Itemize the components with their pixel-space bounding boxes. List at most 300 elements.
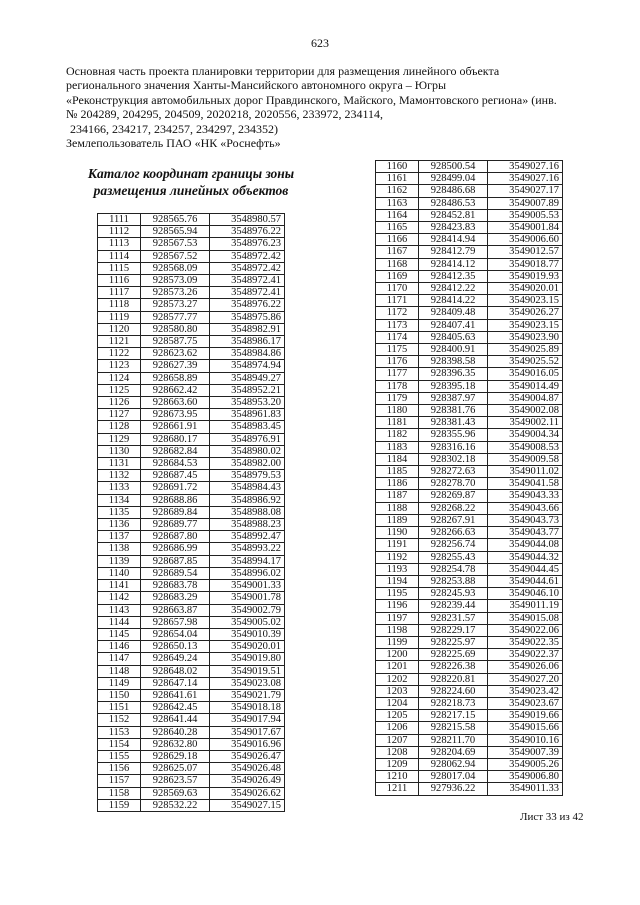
point-number-cell: 1169 bbox=[376, 270, 419, 282]
y-coordinate-cell: 3548988.23 bbox=[210, 519, 285, 531]
y-coordinate-cell: 3549018.77 bbox=[488, 258, 563, 270]
table-row bbox=[376, 758, 563, 770]
point-number-cell: 1132 bbox=[98, 470, 141, 482]
x-coordinate-cell: 928662.42 bbox=[141, 384, 210, 396]
table-row bbox=[98, 336, 285, 348]
x-coordinate-cell: 928452.81 bbox=[419, 209, 488, 221]
table-row bbox=[98, 653, 285, 665]
table-row bbox=[376, 502, 563, 514]
y-coordinate-cell: 3549023.15 bbox=[488, 295, 563, 307]
point-number-cell: 1173 bbox=[376, 319, 419, 331]
y-coordinate-cell: 3549009.58 bbox=[488, 453, 563, 465]
y-coordinate-cell: 3548972.41 bbox=[210, 287, 285, 299]
x-coordinate-cell: 928412.22 bbox=[419, 283, 488, 295]
point-number-cell: 1122 bbox=[98, 348, 141, 360]
y-coordinate-cell: 3549010.39 bbox=[210, 628, 285, 640]
table-row bbox=[376, 161, 563, 173]
x-coordinate-cell: 928673.95 bbox=[141, 409, 210, 421]
y-coordinate-cell: 3549001.33 bbox=[210, 580, 285, 592]
table-row bbox=[98, 287, 285, 299]
point-number-cell: 1120 bbox=[98, 323, 141, 335]
point-number-cell: 1182 bbox=[376, 429, 419, 441]
table-row bbox=[98, 226, 285, 238]
y-coordinate-cell: 3548982.00 bbox=[210, 458, 285, 470]
point-number-cell: 1161 bbox=[376, 173, 419, 185]
y-coordinate-cell: 3549019.93 bbox=[488, 270, 563, 282]
x-coordinate-cell: 928567.53 bbox=[141, 238, 210, 250]
y-coordinate-cell: 3549043.33 bbox=[488, 490, 563, 502]
x-coordinate-cell: 928568.09 bbox=[141, 262, 210, 274]
y-coordinate-cell: 3548993.22 bbox=[210, 543, 285, 555]
table-row bbox=[376, 270, 563, 282]
table-row bbox=[376, 234, 563, 246]
y-coordinate-cell: 3548972.42 bbox=[210, 262, 285, 274]
catalog-title-line: размещения линейных объектов bbox=[93, 182, 289, 198]
y-coordinate-cell: 3548984.86 bbox=[210, 348, 285, 360]
point-number-cell: 1165 bbox=[376, 222, 419, 234]
point-number-cell: 1142 bbox=[98, 592, 141, 604]
catalog-title-line: Каталог координат границы зоны bbox=[87, 166, 295, 181]
point-number-cell: 1130 bbox=[98, 445, 141, 457]
point-number-cell: 1150 bbox=[98, 689, 141, 701]
table-row bbox=[376, 380, 563, 392]
point-number-cell: 1194 bbox=[376, 575, 419, 587]
x-coordinate-cell: 928663.87 bbox=[141, 604, 210, 616]
point-number-cell: 1148 bbox=[98, 665, 141, 677]
x-coordinate-cell: 928688.86 bbox=[141, 494, 210, 506]
y-coordinate-cell: 3548979.53 bbox=[210, 470, 285, 482]
point-number-cell: 1193 bbox=[376, 563, 419, 575]
x-coordinate-cell: 928687.45 bbox=[141, 470, 210, 482]
x-coordinate-cell: 928649.24 bbox=[141, 653, 210, 665]
table-row bbox=[376, 246, 563, 258]
x-coordinate-cell: 928625.07 bbox=[141, 763, 210, 775]
table-row bbox=[98, 592, 285, 604]
point-number-cell: 1198 bbox=[376, 624, 419, 636]
x-coordinate-cell: 928565.76 bbox=[141, 214, 210, 226]
x-coordinate-cell: 928587.75 bbox=[141, 336, 210, 348]
x-coordinate-cell: 928409.48 bbox=[419, 307, 488, 319]
y-coordinate-cell: 3549043.77 bbox=[488, 527, 563, 539]
header-line: 234166, 234217, 234257, 234297, 234352) bbox=[70, 121, 278, 136]
x-coordinate-cell: 928500.54 bbox=[419, 161, 488, 173]
y-coordinate-cell: 3549043.73 bbox=[488, 514, 563, 526]
table-row bbox=[376, 258, 563, 270]
table-row bbox=[376, 685, 563, 697]
x-coordinate-cell: 928689.54 bbox=[141, 567, 210, 579]
point-number-cell: 1211 bbox=[376, 783, 419, 795]
table-row bbox=[376, 612, 563, 624]
y-coordinate-cell: 3549004.34 bbox=[488, 429, 563, 441]
table-row bbox=[376, 722, 563, 734]
y-coordinate-cell: 3549002.79 bbox=[210, 604, 285, 616]
point-number-cell: 1178 bbox=[376, 380, 419, 392]
table-row bbox=[98, 299, 285, 311]
table-row bbox=[98, 628, 285, 640]
point-number-cell: 1147 bbox=[98, 653, 141, 665]
table-row bbox=[98, 750, 285, 762]
x-coordinate-cell: 928658.89 bbox=[141, 372, 210, 384]
point-number-cell: 1155 bbox=[98, 750, 141, 762]
x-coordinate-cell: 928661.91 bbox=[141, 421, 210, 433]
table-row bbox=[98, 555, 285, 567]
table-row bbox=[98, 531, 285, 543]
y-coordinate-cell: 3548952.21 bbox=[210, 384, 285, 396]
point-number-cell: 1196 bbox=[376, 600, 419, 612]
x-coordinate-cell: 928423.83 bbox=[419, 222, 488, 234]
point-number-cell: 1153 bbox=[98, 726, 141, 738]
point-number-cell: 1131 bbox=[98, 458, 141, 470]
x-coordinate-cell: 928316.16 bbox=[419, 441, 488, 453]
y-coordinate-cell: 3548984.43 bbox=[210, 482, 285, 494]
x-coordinate-cell: 928414.94 bbox=[419, 234, 488, 246]
y-coordinate-cell: 3549023.90 bbox=[488, 331, 563, 343]
x-coordinate-cell: 928573.27 bbox=[141, 299, 210, 311]
y-coordinate-cell: 3549020.01 bbox=[488, 283, 563, 295]
table-row bbox=[98, 360, 285, 372]
point-number-cell: 1181 bbox=[376, 417, 419, 429]
y-coordinate-cell: 3549011.33 bbox=[488, 783, 563, 795]
y-coordinate-cell: 3548983.45 bbox=[210, 421, 285, 433]
table-row bbox=[376, 197, 563, 209]
x-coordinate-cell: 928632.80 bbox=[141, 738, 210, 750]
y-coordinate-cell: 3549020.01 bbox=[210, 641, 285, 653]
header-line: Основная часть проекта планировки территории для размещения линейного объекта bbox=[66, 64, 500, 78]
coordinates-table-right bbox=[375, 160, 563, 796]
point-number-cell: 1186 bbox=[376, 478, 419, 490]
table-row bbox=[376, 368, 563, 380]
y-coordinate-cell: 3548986.17 bbox=[210, 336, 285, 348]
y-coordinate-cell: 3548988.08 bbox=[210, 506, 285, 518]
y-coordinate-cell: 3549017.94 bbox=[210, 714, 285, 726]
table-row bbox=[98, 689, 285, 701]
x-coordinate-cell: 928226.38 bbox=[419, 661, 488, 673]
point-number-cell: 1159 bbox=[98, 799, 141, 811]
point-number-cell: 1167 bbox=[376, 246, 419, 258]
point-number-cell: 1188 bbox=[376, 502, 419, 514]
y-coordinate-cell: 3549018.18 bbox=[210, 702, 285, 714]
y-coordinate-cell: 3549027.16 bbox=[488, 173, 563, 185]
x-coordinate-cell: 928398.58 bbox=[419, 356, 488, 368]
point-number-cell: 1152 bbox=[98, 714, 141, 726]
point-number-cell: 1133 bbox=[98, 482, 141, 494]
x-coordinate-cell: 928683.29 bbox=[141, 592, 210, 604]
y-coordinate-cell: 3549015.08 bbox=[488, 612, 563, 624]
y-coordinate-cell: 3548949.27 bbox=[210, 372, 285, 384]
x-coordinate-cell: 928642.45 bbox=[141, 702, 210, 714]
x-coordinate-cell: 928225.69 bbox=[419, 649, 488, 661]
x-coordinate-cell: 928215.58 bbox=[419, 722, 488, 734]
y-coordinate-cell: 3548976.22 bbox=[210, 299, 285, 311]
x-coordinate-cell: 928573.26 bbox=[141, 287, 210, 299]
point-number-cell: 1145 bbox=[98, 628, 141, 640]
x-coordinate-cell: 928573.09 bbox=[141, 275, 210, 287]
point-number-cell: 1154 bbox=[98, 738, 141, 750]
x-coordinate-cell: 928689.84 bbox=[141, 506, 210, 518]
table-row bbox=[376, 417, 563, 429]
point-number-cell: 1113 bbox=[98, 238, 141, 250]
point-number-cell: 1116 bbox=[98, 275, 141, 287]
y-coordinate-cell: 3549043.66 bbox=[488, 502, 563, 514]
table-row bbox=[376, 405, 563, 417]
point-number-cell: 1179 bbox=[376, 392, 419, 404]
point-number-cell: 1204 bbox=[376, 697, 419, 709]
x-coordinate-cell: 928499.04 bbox=[419, 173, 488, 185]
x-coordinate-cell: 928256.74 bbox=[419, 539, 488, 551]
point-number-cell: 1114 bbox=[98, 250, 141, 262]
table-row bbox=[376, 539, 563, 551]
x-coordinate-cell: 928629.18 bbox=[141, 750, 210, 762]
point-number-cell: 1191 bbox=[376, 539, 419, 551]
point-number-cell: 1139 bbox=[98, 555, 141, 567]
x-coordinate-cell: 928225.97 bbox=[419, 636, 488, 648]
table-row bbox=[376, 429, 563, 441]
y-coordinate-cell: 3549025.89 bbox=[488, 344, 563, 356]
point-number-cell: 1200 bbox=[376, 649, 419, 661]
y-coordinate-cell: 3549006.80 bbox=[488, 771, 563, 783]
table-row bbox=[98, 738, 285, 750]
table-row bbox=[98, 567, 285, 579]
x-coordinate-cell: 927936.22 bbox=[419, 783, 488, 795]
y-coordinate-cell: 3548992.47 bbox=[210, 531, 285, 543]
table-row bbox=[376, 478, 563, 490]
table-row bbox=[98, 506, 285, 518]
point-number-cell: 1126 bbox=[98, 397, 141, 409]
y-coordinate-cell: 3548986.92 bbox=[210, 494, 285, 506]
y-coordinate-cell: 3549019.51 bbox=[210, 665, 285, 677]
table-row bbox=[376, 283, 563, 295]
x-coordinate-cell: 928687.85 bbox=[141, 555, 210, 567]
y-coordinate-cell: 3549019.80 bbox=[210, 653, 285, 665]
sheet-number: Лист 33 из 42 bbox=[520, 811, 584, 823]
x-coordinate-cell: 928680.17 bbox=[141, 433, 210, 445]
table-row bbox=[98, 775, 285, 787]
y-coordinate-cell: 3549027.17 bbox=[488, 185, 563, 197]
y-coordinate-cell: 3549011.19 bbox=[488, 600, 563, 612]
table-row bbox=[98, 543, 285, 555]
y-coordinate-cell: 3549026.62 bbox=[210, 787, 285, 799]
point-number-cell: 1137 bbox=[98, 531, 141, 543]
x-coordinate-cell: 928255.43 bbox=[419, 551, 488, 563]
point-number-cell: 1149 bbox=[98, 677, 141, 689]
table-row bbox=[376, 441, 563, 453]
point-number-cell: 1136 bbox=[98, 519, 141, 531]
point-number-cell: 1174 bbox=[376, 331, 419, 343]
y-coordinate-cell: 3549015.66 bbox=[488, 722, 563, 734]
point-number-cell: 1119 bbox=[98, 311, 141, 323]
y-coordinate-cell: 3549027.20 bbox=[488, 673, 563, 685]
x-coordinate-cell: 928387.97 bbox=[419, 392, 488, 404]
y-coordinate-cell: 3549011.02 bbox=[488, 466, 563, 478]
point-number-cell: 1170 bbox=[376, 283, 419, 295]
table-row bbox=[98, 580, 285, 592]
y-coordinate-cell: 3549026.47 bbox=[210, 750, 285, 762]
y-coordinate-cell: 3549027.15 bbox=[210, 799, 285, 811]
x-coordinate-cell: 928641.44 bbox=[141, 714, 210, 726]
table-row bbox=[376, 600, 563, 612]
table-row bbox=[376, 551, 563, 563]
y-coordinate-cell: 3548994.17 bbox=[210, 555, 285, 567]
point-number-cell: 1163 bbox=[376, 197, 419, 209]
y-coordinate-cell: 3549026.48 bbox=[210, 763, 285, 775]
point-number-cell: 1124 bbox=[98, 372, 141, 384]
table-row bbox=[376, 636, 563, 648]
table-row bbox=[98, 519, 285, 531]
x-coordinate-cell: 928231.57 bbox=[419, 612, 488, 624]
table-row bbox=[98, 214, 285, 226]
table-row bbox=[376, 222, 563, 234]
point-number-cell: 1184 bbox=[376, 453, 419, 465]
y-coordinate-cell: 3549016.05 bbox=[488, 368, 563, 380]
table-row bbox=[376, 466, 563, 478]
y-coordinate-cell: 3549023.15 bbox=[488, 319, 563, 331]
table-row bbox=[98, 397, 285, 409]
y-coordinate-cell: 3548996.02 bbox=[210, 567, 285, 579]
y-coordinate-cell: 3549002.11 bbox=[488, 417, 563, 429]
y-coordinate-cell: 3549005.26 bbox=[488, 758, 563, 770]
x-coordinate-cell: 928567.52 bbox=[141, 250, 210, 262]
x-coordinate-cell: 928565.94 bbox=[141, 226, 210, 238]
y-coordinate-cell: 3549008.53 bbox=[488, 441, 563, 453]
table-row bbox=[376, 746, 563, 758]
y-coordinate-cell: 3549005.53 bbox=[488, 209, 563, 221]
y-coordinate-cell: 3548972.41 bbox=[210, 275, 285, 287]
x-coordinate-cell: 928218.73 bbox=[419, 697, 488, 709]
point-number-cell: 1158 bbox=[98, 787, 141, 799]
header-line: № 204289, 204295, 204509, 2020218, 2020556, 233972, 234114, bbox=[66, 107, 384, 122]
x-coordinate-cell: 928580.80 bbox=[141, 323, 210, 335]
x-coordinate-cell: 928486.53 bbox=[419, 197, 488, 209]
point-number-cell: 1172 bbox=[376, 307, 419, 319]
point-number-cell: 1205 bbox=[376, 710, 419, 722]
point-number-cell: 1207 bbox=[376, 734, 419, 746]
point-number-cell: 1112 bbox=[98, 226, 141, 238]
point-number-cell: 1117 bbox=[98, 287, 141, 299]
y-coordinate-cell: 3549044.08 bbox=[488, 539, 563, 551]
y-coordinate-cell: 3548976.23 bbox=[210, 238, 285, 250]
x-coordinate-cell: 928239.44 bbox=[419, 600, 488, 612]
point-number-cell: 1156 bbox=[98, 763, 141, 775]
x-coordinate-cell: 928486.68 bbox=[419, 185, 488, 197]
y-coordinate-cell: 3549044.32 bbox=[488, 551, 563, 563]
point-number-cell: 1176 bbox=[376, 356, 419, 368]
point-number-cell: 1121 bbox=[98, 336, 141, 348]
table-row bbox=[376, 575, 563, 587]
y-coordinate-cell: 3549041.58 bbox=[488, 478, 563, 490]
x-coordinate-cell: 928253.88 bbox=[419, 575, 488, 587]
table-row bbox=[98, 470, 285, 482]
table-row bbox=[376, 173, 563, 185]
table-row bbox=[376, 319, 563, 331]
y-coordinate-cell: 3549046.10 bbox=[488, 588, 563, 600]
point-number-cell: 1210 bbox=[376, 771, 419, 783]
x-coordinate-cell: 928663.60 bbox=[141, 397, 210, 409]
point-number-cell: 1203 bbox=[376, 685, 419, 697]
table-row bbox=[376, 649, 563, 661]
table-row bbox=[98, 677, 285, 689]
x-coordinate-cell: 928381.76 bbox=[419, 405, 488, 417]
x-coordinate-cell: 928245.93 bbox=[419, 588, 488, 600]
x-coordinate-cell: 928017.04 bbox=[419, 771, 488, 783]
x-coordinate-cell: 928302.18 bbox=[419, 453, 488, 465]
point-number-cell: 1189 bbox=[376, 514, 419, 526]
x-coordinate-cell: 928062.94 bbox=[419, 758, 488, 770]
point-number-cell: 1177 bbox=[376, 368, 419, 380]
y-coordinate-cell: 3549001.78 bbox=[210, 592, 285, 604]
point-number-cell: 1134 bbox=[98, 494, 141, 506]
table-row bbox=[98, 799, 285, 811]
x-coordinate-cell: 928682.84 bbox=[141, 445, 210, 457]
table-row bbox=[98, 433, 285, 445]
table-row bbox=[376, 514, 563, 526]
x-coordinate-cell: 928684.53 bbox=[141, 458, 210, 470]
y-coordinate-cell: 3549001.84 bbox=[488, 222, 563, 234]
x-coordinate-cell: 928405.63 bbox=[419, 331, 488, 343]
table-row bbox=[98, 262, 285, 274]
table-row bbox=[98, 372, 285, 384]
point-number-cell: 1162 bbox=[376, 185, 419, 197]
y-coordinate-cell: 3548980.57 bbox=[210, 214, 285, 226]
y-coordinate-cell: 3549026.06 bbox=[488, 661, 563, 673]
point-number-cell: 1175 bbox=[376, 344, 419, 356]
table-row bbox=[98, 702, 285, 714]
point-number-cell: 1187 bbox=[376, 490, 419, 502]
point-number-cell: 1140 bbox=[98, 567, 141, 579]
x-coordinate-cell: 928224.60 bbox=[419, 685, 488, 697]
table-row bbox=[98, 726, 285, 738]
point-number-cell: 1190 bbox=[376, 527, 419, 539]
page-number: 623 bbox=[311, 36, 329, 50]
y-coordinate-cell: 3549006.60 bbox=[488, 234, 563, 246]
y-coordinate-cell: 3549044.61 bbox=[488, 575, 563, 587]
point-number-cell: 1146 bbox=[98, 641, 141, 653]
point-number-cell: 1206 bbox=[376, 722, 419, 734]
x-coordinate-cell: 928396.35 bbox=[419, 368, 488, 380]
table-row bbox=[376, 734, 563, 746]
x-coordinate-cell: 928623.62 bbox=[141, 348, 210, 360]
table-row bbox=[376, 697, 563, 709]
y-coordinate-cell: 3548972.42 bbox=[210, 250, 285, 262]
table-row bbox=[376, 673, 563, 685]
x-coordinate-cell: 928204.69 bbox=[419, 746, 488, 758]
table-row bbox=[376, 356, 563, 368]
y-coordinate-cell: 3548961.83 bbox=[210, 409, 285, 421]
table-row bbox=[98, 714, 285, 726]
table-row bbox=[376, 295, 563, 307]
x-coordinate-cell: 928532.22 bbox=[141, 799, 210, 811]
table-row bbox=[376, 771, 563, 783]
x-coordinate-cell: 928381.43 bbox=[419, 417, 488, 429]
point-number-cell: 1183 bbox=[376, 441, 419, 453]
table-row bbox=[376, 209, 563, 221]
y-coordinate-cell: 3549005.02 bbox=[210, 616, 285, 628]
table-row bbox=[376, 307, 563, 319]
x-coordinate-cell: 928689.77 bbox=[141, 519, 210, 531]
x-coordinate-cell: 928577.77 bbox=[141, 311, 210, 323]
point-number-cell: 1171 bbox=[376, 295, 419, 307]
y-coordinate-cell: 3549017.67 bbox=[210, 726, 285, 738]
document-header bbox=[66, 64, 586, 150]
table-row bbox=[98, 250, 285, 262]
table-row bbox=[376, 392, 563, 404]
x-coordinate-cell: 928683.78 bbox=[141, 580, 210, 592]
coordinates-table-left bbox=[97, 213, 285, 812]
point-number-cell: 1157 bbox=[98, 775, 141, 787]
point-number-cell: 1151 bbox=[98, 702, 141, 714]
x-coordinate-cell: 928355.96 bbox=[419, 429, 488, 441]
x-coordinate-cell: 928395.18 bbox=[419, 380, 488, 392]
x-coordinate-cell: 928278.70 bbox=[419, 478, 488, 490]
